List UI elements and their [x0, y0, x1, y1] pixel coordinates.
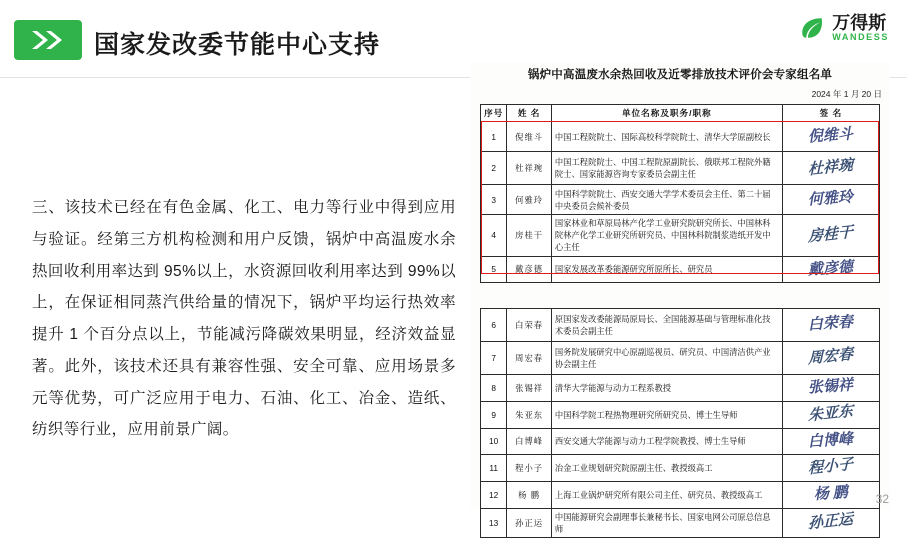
table-row [481, 152, 880, 185]
table-row [481, 482, 880, 509]
cell-no: 3 [481, 185, 507, 215]
table-row [481, 508, 880, 537]
column-header-no: 序号 [481, 105, 507, 122]
cell-no: 13 [481, 508, 507, 537]
brand-name-cn: 万得斯 [832, 13, 887, 33]
cell-name: 杨 鹏 [507, 482, 552, 509]
scanned-document-image [470, 62, 890, 534]
table-row [481, 122, 880, 152]
column-header-title: 单位名称及职务/职称 [551, 105, 782, 122]
cell-title: 中国科学院工程热物理研究所研究员、博士生导师 [551, 401, 782, 428]
cell-title: 上海工业锅炉研究所有限公司主任、研究员、教授级高工 [551, 482, 782, 509]
cell-signature: 何雅玲 [782, 185, 879, 215]
cell-name: 杜祥琬 [507, 152, 552, 185]
cell-title: 原国家发改委能源局原局长、全国能源基础与管理标准化技术委员会副主任 [551, 309, 782, 342]
table-header-row [481, 105, 880, 122]
cell-no: 9 [481, 401, 507, 428]
table-row [481, 215, 880, 256]
cell-signature: 孙正运 [782, 508, 879, 537]
cell-no: 1 [481, 122, 507, 152]
cell-signature: 杜祥琬 [782, 152, 879, 185]
cell-title: 中国能源研究会副理事长兼秘书长、国家电网公司原总信息师 [551, 508, 782, 537]
leaf-logo-icon [799, 15, 825, 41]
cell-signature: 程小子 [782, 455, 879, 482]
cell-title: 冶金工业规划研究院原副主任、教授级高工 [551, 455, 782, 482]
cell-name: 戴彦德 [507, 256, 552, 283]
cell-signature: 白荣春 [782, 309, 879, 342]
cell-name: 程小子 [507, 455, 552, 482]
cell-no: 12 [481, 482, 507, 509]
cell-no: 7 [481, 342, 507, 375]
cell-signature: 杨 鹏 [782, 482, 879, 509]
cell-title: 国家发展改革委能源研究所原所长、研究员 [551, 256, 782, 283]
cell-no: 4 [481, 215, 507, 256]
cell-signature: 朱亚东 [782, 401, 879, 428]
document-date: 2024 年 1 月 20 日 [811, 89, 882, 99]
table-row [481, 309, 880, 342]
cell-no: 2 [481, 152, 507, 185]
cell-no: 5 [481, 256, 507, 283]
document-title: 锅炉中高温废水余热回收及近零排放技术评价会专家组名单 [527, 69, 833, 81]
cell-name: 白博峰 [507, 428, 552, 455]
cell-signature: 戴彦德 [782, 256, 879, 283]
cell-name: 白荣春 [507, 309, 552, 342]
cell-name: 房桂干 [507, 215, 552, 256]
cell-title: 中国工程院院士、国际高校科学院院士、清华大学原副校长 [551, 122, 782, 152]
cell-signature: 周宏春 [782, 342, 879, 375]
table-row [481, 342, 880, 375]
cell-signature: 张锡祥 [782, 375, 879, 402]
cell-name: 何雅玲 [507, 185, 552, 215]
table-row [481, 401, 880, 428]
cell-signature: 白博峰 [782, 428, 879, 455]
cell-title: 清华大学能源与动力工程系教授 [551, 375, 782, 402]
brand-logo [799, 14, 889, 42]
table-row [481, 428, 880, 455]
expert-table-top [480, 104, 880, 283]
cell-no: 6 [481, 309, 507, 342]
cell-signature: 房桂干 [782, 215, 879, 256]
table-row [481, 375, 880, 402]
column-header-name: 姓 名 [507, 105, 552, 122]
page-title: 国家发改委节能中心支持 [94, 31, 381, 59]
brand-name-en: WANDESS [832, 31, 889, 42]
cell-title: 西安交通大学能源与动力工程学院教授、博士生导师 [551, 428, 782, 455]
cell-title: 国务院发展研究中心原副巡视员、研究员、中国清洁供产业协会副主任 [551, 342, 782, 375]
cell-name: 张锡祥 [507, 375, 552, 402]
body-paragraph: 三、该技术已经在有色金属、化工、电力等行业中得到应用与验证。经第三方机构检测和用户反馈，锅炉中高温废水余热回收利用率达到 95%以上，水资源回收利用率达到 99%以上，在保证相同蒸汽供给量的情况下，锅炉平均运行热效率提升 1 个百分点以上，节能减污降碳效果明显，经济效益显著。此外，该技术还具有兼容性强、安全可靠、应用场景多元等优势，可广泛应用于电力、石油、化工、冶金、造纸、纺织等行业，应用前景广阔。 [32, 199, 456, 439]
table-row [481, 455, 880, 482]
page-number: 32 [875, 492, 889, 506]
cell-name: 周宏春 [507, 342, 552, 375]
double-chevron-right-icon [14, 20, 82, 60]
cell-name: 孙正运 [507, 508, 552, 537]
cell-title: 国家林业和草原局林产化学工业研究院研究所长、中国林科院林产化学工业研究所研究员、中国林科院制浆造纸开发中心主任 [551, 215, 782, 256]
cell-title: 中国工程院院士、中国工程院原副院长、俄联邦工程院外籍院士、国家能源咨询专家委员会副主任 [551, 152, 782, 185]
cell-name: 朱亚东 [507, 401, 552, 428]
table-row [481, 185, 880, 215]
cell-signature: 倪维斗 [782, 122, 879, 152]
cell-no: 10 [481, 428, 507, 455]
column-header-signature: 签 名 [782, 105, 879, 122]
cell-no: 8 [481, 375, 507, 402]
cell-name: 倪维斗 [507, 122, 552, 152]
expert-table-bottom [480, 308, 880, 538]
cell-no: 11 [481, 455, 507, 482]
cell-title: 中国科学院院士、西安交通大学学术委员会主任、第二十届中央委员会候补委员 [551, 185, 782, 215]
table-row [481, 256, 880, 283]
